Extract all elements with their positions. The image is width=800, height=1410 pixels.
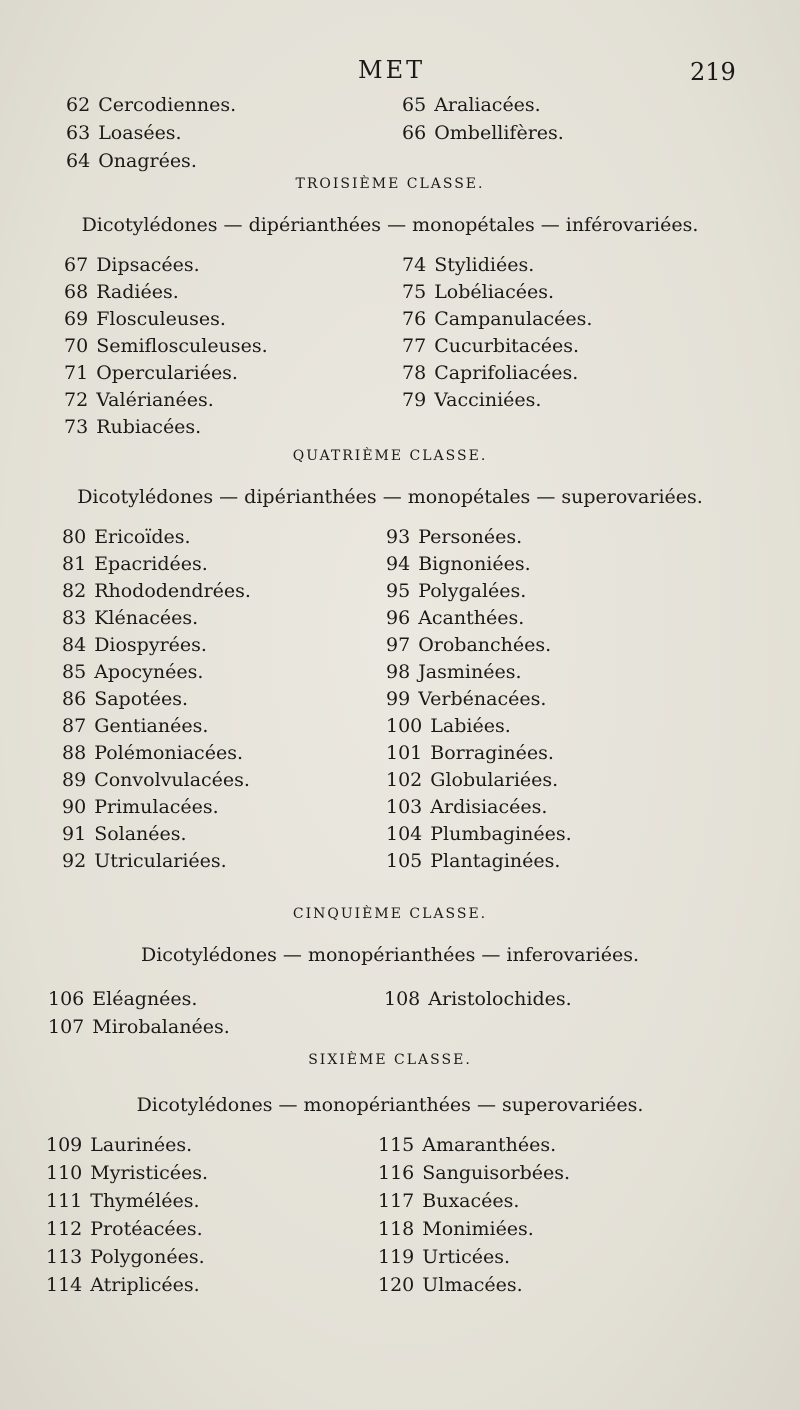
list-item: 63 Loasées. — [66, 122, 182, 144]
list-item: 85 Apocynées. — [62, 661, 204, 683]
list-item: 91 Solanées. — [62, 823, 187, 845]
list-item: 68 Radiées. — [64, 281, 179, 303]
list-item: 71 Operculariées. — [64, 362, 238, 384]
list-item: 113 Polygonées. — [46, 1246, 205, 1268]
class-heading: QUATRIÈME CLASSE. — [292, 448, 488, 464]
list-item: 93 Personées. — [386, 526, 523, 548]
class-description: Dicotylédones — monopérianthées — inferovariées. — [140, 944, 640, 966]
list-item: 100 Labiées. — [386, 715, 511, 737]
list-item: 80 Ericoïdes. — [62, 526, 191, 548]
list-item: 92 Utriculariées. — [62, 850, 227, 872]
page-number: 219 — [690, 58, 736, 86]
list-item: 88 Polémoniacées. — [62, 742, 243, 764]
class-description: Dicotylédones — dipérianthées — monopétales — inférovariées. — [81, 214, 699, 236]
list-item: 86 Sapotées. — [62, 688, 189, 710]
list-item: 112 Protéacées. — [46, 1218, 203, 1240]
list-item: 70 Semiflosculeuses. — [64, 335, 268, 357]
class-description: Dicotylédones — monopérianthées — superovariées. — [136, 1094, 644, 1116]
list-item: 78 Caprifoliacées. — [402, 362, 579, 384]
list-item: 72 Valérianées. — [64, 389, 214, 411]
list-item: 82 Rhododendrées. — [62, 580, 251, 602]
list-item: 104 Plumbaginées. — [386, 823, 572, 845]
class-heading: CINQUIÈME CLASSE. — [292, 906, 488, 922]
list-item: 90 Primulacées. — [62, 796, 219, 818]
list-item: 101 Borraginées. — [386, 742, 554, 764]
list-item: 73 Rubiacées. — [64, 416, 202, 438]
list-item: 75 Lobéliacées. — [402, 281, 555, 303]
list-item: 106 Eléagnées. — [48, 988, 198, 1010]
list-item: 95 Polygalées. — [386, 580, 527, 602]
class-description: Dicotylédones — dipérianthées — monopétales — superovariées. — [77, 486, 703, 508]
list-item: 111 Thymélées. — [46, 1190, 200, 1212]
list-item: 69 Flosculeuses. — [64, 308, 226, 330]
class-heading: TROISIÈME CLASSE. — [295, 176, 485, 192]
list-item: 114 Atriplicées. — [46, 1274, 200, 1296]
list-item: 98 Jasminées. — [386, 661, 522, 683]
list-item: 79 Vacciniées. — [402, 389, 542, 411]
list-item: 96 Acanthées. — [386, 607, 525, 629]
list-item: 102 Globulariées. — [386, 769, 559, 791]
list-item: 74 Stylidiées. — [402, 254, 535, 276]
list-item: 67 Dipsacées. — [64, 254, 200, 276]
list-item: 116 Sanguisorbées. — [378, 1162, 571, 1184]
list-item: 105 Plantaginées. — [386, 850, 561, 872]
list-item: 120 Ulmacées. — [378, 1274, 523, 1296]
page-header — [0, 56, 800, 90]
list-item: 81 Epacridées. — [62, 553, 208, 575]
list-item: 65 Araliacées. — [402, 94, 541, 116]
running-head: MET — [358, 56, 426, 84]
list-item: 64 Onagrées. — [66, 150, 197, 172]
list-item: 66 Ombellifères. — [402, 122, 564, 144]
list-item: 99 Verbénacées. — [386, 688, 547, 710]
list-item: 103 Ardisiacées. — [386, 796, 548, 818]
list-item: 77 Cucurbitacées. — [402, 335, 580, 357]
list-item: 87 Gentianées. — [62, 715, 209, 737]
list-item: 76 Campanulacées. — [402, 308, 593, 330]
list-item: 108 Aristolochides. — [384, 988, 572, 1010]
list-item: 97 Orobanchées. — [386, 634, 552, 656]
list-item: 109 Laurinées. — [46, 1134, 193, 1156]
list-item: 110 Myristicées. — [46, 1162, 208, 1184]
list-item: 118 Monimiées. — [378, 1218, 534, 1240]
list-item: 83 Klénacées. — [62, 607, 199, 629]
list-item: 62 Cercodiennes. — [66, 94, 237, 116]
class-heading: SIXIÈME CLASSE. — [308, 1052, 472, 1068]
list-item: 107 Mirobalanées. — [48, 1016, 230, 1038]
list-item: 94 Bignoniées. — [386, 553, 531, 575]
list-item: 84 Diospyrées. — [62, 634, 207, 656]
list-item: 89 Convolvulacées. — [62, 769, 250, 791]
list-item: 115 Amaranthées. — [378, 1134, 557, 1156]
list-item: 117 Buxacées. — [378, 1190, 520, 1212]
list-item: 119 Urticées. — [378, 1246, 510, 1268]
